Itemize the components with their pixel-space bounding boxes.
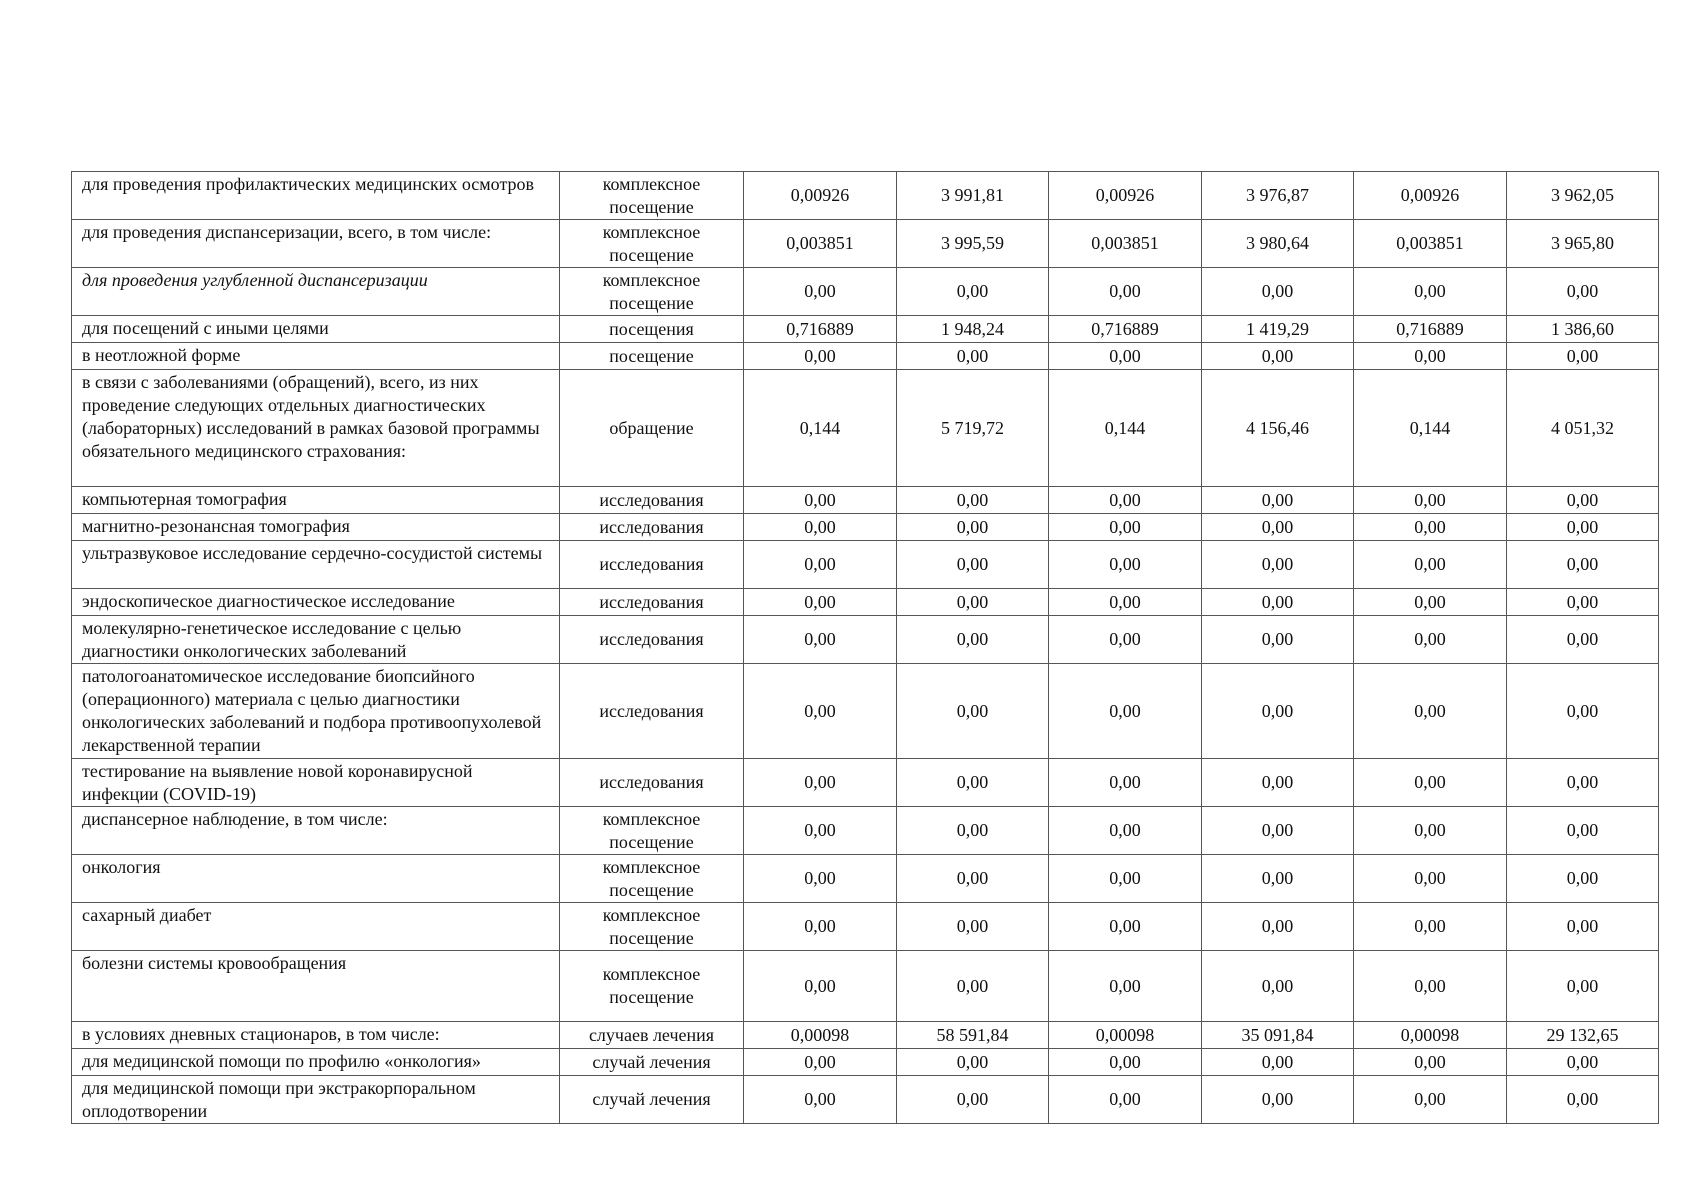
row-label: тестирование на выявление новой коронавирусной инфекции (COVID-19) — [72, 759, 560, 807]
value-cell: 0,00 — [744, 487, 897, 514]
value-cell: 3 965,80 — [1507, 220, 1659, 268]
value-cell: 0,00 — [744, 589, 897, 616]
value-cell: 3 976,87 — [1202, 172, 1354, 220]
value-cell: 0,00 — [1202, 807, 1354, 855]
row-unit: комплексное посещение — [560, 268, 744, 316]
value-cell: 0,00 — [1507, 759, 1659, 807]
value-cell: 0,00 — [1049, 487, 1202, 514]
value-cell: 0,00 — [1507, 1049, 1659, 1076]
row-label: диспансерное наблюдение, в том числе: — [72, 807, 560, 855]
table-row — [72, 514, 1659, 541]
value-cell: 0,00 — [897, 807, 1049, 855]
value-cell: 0,00 — [1049, 514, 1202, 541]
table-row — [72, 951, 1659, 1022]
row-label: магнитно-резонансная томография — [72, 514, 560, 541]
value-cell: 0,00 — [1202, 541, 1354, 589]
value-cell: 35 091,84 — [1202, 1022, 1354, 1049]
row-label: патологоанатомическое исследование биопсийного (операционного) материала с целью диагностики онкологических заболеваний и подбора противоопухолевой лекарственной терапии — [72, 664, 560, 759]
value-cell: 0,144 — [744, 370, 897, 487]
value-cell: 0,00 — [1354, 268, 1507, 316]
value-cell: 0,00 — [1202, 855, 1354, 903]
value-cell: 0,00 — [1507, 1076, 1659, 1124]
row-unit: комплексное посещение — [560, 951, 744, 1022]
row-label: для проведения профилактических медицинских осмотров — [72, 172, 560, 220]
value-cell: 0,00 — [897, 487, 1049, 514]
value-cell: 5 719,72 — [897, 370, 1049, 487]
value-cell: 0,00 — [1049, 1076, 1202, 1124]
row-unit: обращение — [560, 370, 744, 487]
row-unit: исследования — [560, 589, 744, 616]
value-cell: 0,00 — [1049, 541, 1202, 589]
value-cell: 4 051,32 — [1507, 370, 1659, 487]
value-cell: 0,00098 — [1049, 1022, 1202, 1049]
value-cell: 0,00 — [1202, 1049, 1354, 1076]
value-cell: 0,00 — [897, 1076, 1049, 1124]
value-cell: 0,00 — [1049, 759, 1202, 807]
value-cell: 0,00098 — [744, 1022, 897, 1049]
row-label: для посещений с иными целями — [72, 316, 560, 343]
value-cell: 0,716889 — [1049, 316, 1202, 343]
row-unit: исследования — [560, 759, 744, 807]
value-cell: 0,00 — [744, 855, 897, 903]
value-cell: 0,00 — [897, 343, 1049, 370]
value-cell: 0,144 — [1354, 370, 1507, 487]
value-cell: 0,00 — [744, 1049, 897, 1076]
value-cell: 3 962,05 — [1507, 172, 1659, 220]
value-cell: 0,00 — [1202, 268, 1354, 316]
value-cell: 0,00 — [744, 1076, 897, 1124]
value-cell: 1 419,29 — [1202, 316, 1354, 343]
value-cell: 0,00 — [1049, 616, 1202, 664]
value-cell: 0,00 — [1507, 855, 1659, 903]
value-cell: 0,00 — [1354, 514, 1507, 541]
row-unit: исследования — [560, 616, 744, 664]
value-cell: 0,00 — [1507, 903, 1659, 951]
value-cell: 0,00 — [1354, 1076, 1507, 1124]
row-unit: комплексное посещение — [560, 220, 744, 268]
value-cell: 0,00 — [897, 268, 1049, 316]
value-cell: 0,00 — [1049, 807, 1202, 855]
row-unit: комплексное посещение — [560, 172, 744, 220]
value-cell: 0,00 — [744, 903, 897, 951]
value-cell: 58 591,84 — [897, 1022, 1049, 1049]
value-cell: 0,00926 — [1354, 172, 1507, 220]
value-cell: 3 980,64 — [1202, 220, 1354, 268]
value-cell: 0,00 — [1049, 664, 1202, 759]
table-row — [72, 855, 1659, 903]
value-cell: 0,716889 — [744, 316, 897, 343]
row-label: эндоскопическое диагностическое исследование — [72, 589, 560, 616]
table-row — [72, 1022, 1659, 1049]
table-row — [72, 1076, 1659, 1124]
value-cell: 0,00 — [1202, 343, 1354, 370]
table-row — [72, 664, 1659, 759]
value-cell: 0,716889 — [1354, 316, 1507, 343]
value-cell: 0,00 — [897, 855, 1049, 903]
value-cell: 0,00 — [1049, 589, 1202, 616]
row-label: для медицинской помощи по профилю «онкология» — [72, 1049, 560, 1076]
value-cell: 0,00 — [1202, 903, 1354, 951]
value-cell: 0,00 — [1354, 903, 1507, 951]
value-cell: 0,00 — [897, 759, 1049, 807]
value-cell: 0,00 — [1354, 616, 1507, 664]
row-unit: исследования — [560, 541, 744, 589]
value-cell: 0,00 — [744, 616, 897, 664]
table-row — [72, 1049, 1659, 1076]
value-cell: 0,00 — [1507, 268, 1659, 316]
value-cell: 0,00 — [1049, 951, 1202, 1022]
value-cell: 0,00 — [1507, 487, 1659, 514]
value-cell: 0,00 — [1507, 343, 1659, 370]
value-cell: 0,00 — [1354, 951, 1507, 1022]
value-cell: 0,003851 — [1354, 220, 1507, 268]
value-cell: 0,00 — [1354, 759, 1507, 807]
row-label: ультразвуковое исследование сердечно-сосудистой системы — [72, 541, 560, 589]
table-row — [72, 487, 1659, 514]
value-cell: 0,00 — [897, 541, 1049, 589]
value-cell: 0,00 — [1202, 589, 1354, 616]
table-row — [72, 759, 1659, 807]
row-label: болезни системы кровообращения — [72, 951, 560, 1022]
row-unit: исследования — [560, 664, 744, 759]
value-cell: 3 991,81 — [897, 172, 1049, 220]
table-row — [72, 807, 1659, 855]
row-unit: посещения — [560, 316, 744, 343]
value-cell: 0,00 — [1202, 514, 1354, 541]
value-cell: 0,00 — [744, 343, 897, 370]
value-cell: 0,144 — [1049, 370, 1202, 487]
value-cell: 0,00 — [1202, 1076, 1354, 1124]
value-cell: 0,00 — [1202, 759, 1354, 807]
row-label: в связи с заболеваниями (обращений), всего, из них проведение следующих отдельных диагностических (лабораторных) исследований в рамках базовой программы обязательного медицинского страхования: — [72, 370, 560, 487]
table-row — [72, 903, 1659, 951]
value-cell: 0,00 — [1354, 664, 1507, 759]
row-unit: случай лечения — [560, 1076, 744, 1124]
value-cell: 29 132,65 — [1507, 1022, 1659, 1049]
value-cell: 0,00 — [1507, 541, 1659, 589]
value-cell: 0,00 — [1202, 951, 1354, 1022]
value-cell: 0,00 — [897, 951, 1049, 1022]
row-unit: случай лечения — [560, 1049, 744, 1076]
value-cell: 0,00 — [1049, 903, 1202, 951]
table-row — [72, 316, 1659, 343]
value-cell: 4 156,46 — [1202, 370, 1354, 487]
value-cell: 0,00 — [1507, 807, 1659, 855]
value-cell: 0,00098 — [1354, 1022, 1507, 1049]
table-row — [72, 589, 1659, 616]
value-cell: 0,00 — [744, 514, 897, 541]
value-cell: 0,00 — [744, 807, 897, 855]
value-cell: 0,00 — [744, 759, 897, 807]
row-label: сахарный диабет — [72, 903, 560, 951]
table-body — [72, 172, 1659, 1124]
value-cell: 0,00 — [1507, 664, 1659, 759]
value-cell: 0,00 — [1507, 514, 1659, 541]
table-row — [72, 268, 1659, 316]
value-cell: 0,00 — [1507, 616, 1659, 664]
value-cell: 0,00 — [1507, 589, 1659, 616]
document-table-container — [71, 171, 1658, 1124]
row-label: в неотложной форме — [72, 343, 560, 370]
value-cell: 0,00926 — [1049, 172, 1202, 220]
value-cell: 0,00 — [1507, 951, 1659, 1022]
value-cell: 0,00 — [897, 514, 1049, 541]
table-row — [72, 370, 1659, 487]
value-cell: 0,00 — [1354, 855, 1507, 903]
value-cell: 0,00 — [1049, 343, 1202, 370]
value-cell: 0,00 — [897, 589, 1049, 616]
value-cell: 0,00926 — [744, 172, 897, 220]
row-unit: комплексное посещение — [560, 903, 744, 951]
row-unit: комплексное посещение — [560, 807, 744, 855]
table-row — [72, 343, 1659, 370]
value-cell: 0,003851 — [1049, 220, 1202, 268]
table-row — [72, 616, 1659, 664]
row-unit: исследования — [560, 487, 744, 514]
table-row — [72, 172, 1659, 220]
value-cell: 0,00 — [1354, 343, 1507, 370]
value-cell: 0,00 — [1354, 487, 1507, 514]
table-row — [72, 541, 1659, 589]
value-cell: 0,00 — [1354, 807, 1507, 855]
value-cell: 0,00 — [1354, 1049, 1507, 1076]
value-cell: 0,00 — [1202, 487, 1354, 514]
row-label: для проведения диспансеризации, всего, в том числе: — [72, 220, 560, 268]
row-label: компьютерная томография — [72, 487, 560, 514]
value-cell: 0,00 — [1354, 589, 1507, 616]
table-row — [72, 220, 1659, 268]
value-cell: 1 948,24 — [897, 316, 1049, 343]
value-cell: 0,00 — [1049, 1049, 1202, 1076]
value-cell: 0,003851 — [744, 220, 897, 268]
row-label: для проведения углубленной диспансеризации — [72, 268, 560, 316]
value-cell: 0,00 — [897, 664, 1049, 759]
value-cell: 3 995,59 — [897, 220, 1049, 268]
value-cell: 0,00 — [1202, 664, 1354, 759]
row-label: для медицинской помощи при экстракорпоральном оплодотворении — [72, 1076, 560, 1124]
value-cell: 0,00 — [744, 541, 897, 589]
row-unit: случаев лечения — [560, 1022, 744, 1049]
row-label: онкология — [72, 855, 560, 903]
value-cell: 0,00 — [1049, 268, 1202, 316]
data-table — [71, 171, 1659, 1124]
value-cell: 0,00 — [1202, 616, 1354, 664]
value-cell: 0,00 — [897, 903, 1049, 951]
row-unit: комплексное посещение — [560, 855, 744, 903]
value-cell: 0,00 — [1354, 541, 1507, 589]
row-label: в условиях дневных стационаров, в том числе: — [72, 1022, 560, 1049]
row-unit: посещение — [560, 343, 744, 370]
value-cell: 0,00 — [744, 951, 897, 1022]
value-cell: 0,00 — [897, 1049, 1049, 1076]
row-label: молекулярно-генетическое исследование с целью диагностики онкологических заболеваний — [72, 616, 560, 664]
value-cell: 1 386,60 — [1507, 316, 1659, 343]
value-cell: 0,00 — [897, 616, 1049, 664]
row-unit: исследования — [560, 514, 744, 541]
value-cell: 0,00 — [744, 268, 897, 316]
value-cell: 0,00 — [744, 664, 897, 759]
value-cell: 0,00 — [1049, 855, 1202, 903]
